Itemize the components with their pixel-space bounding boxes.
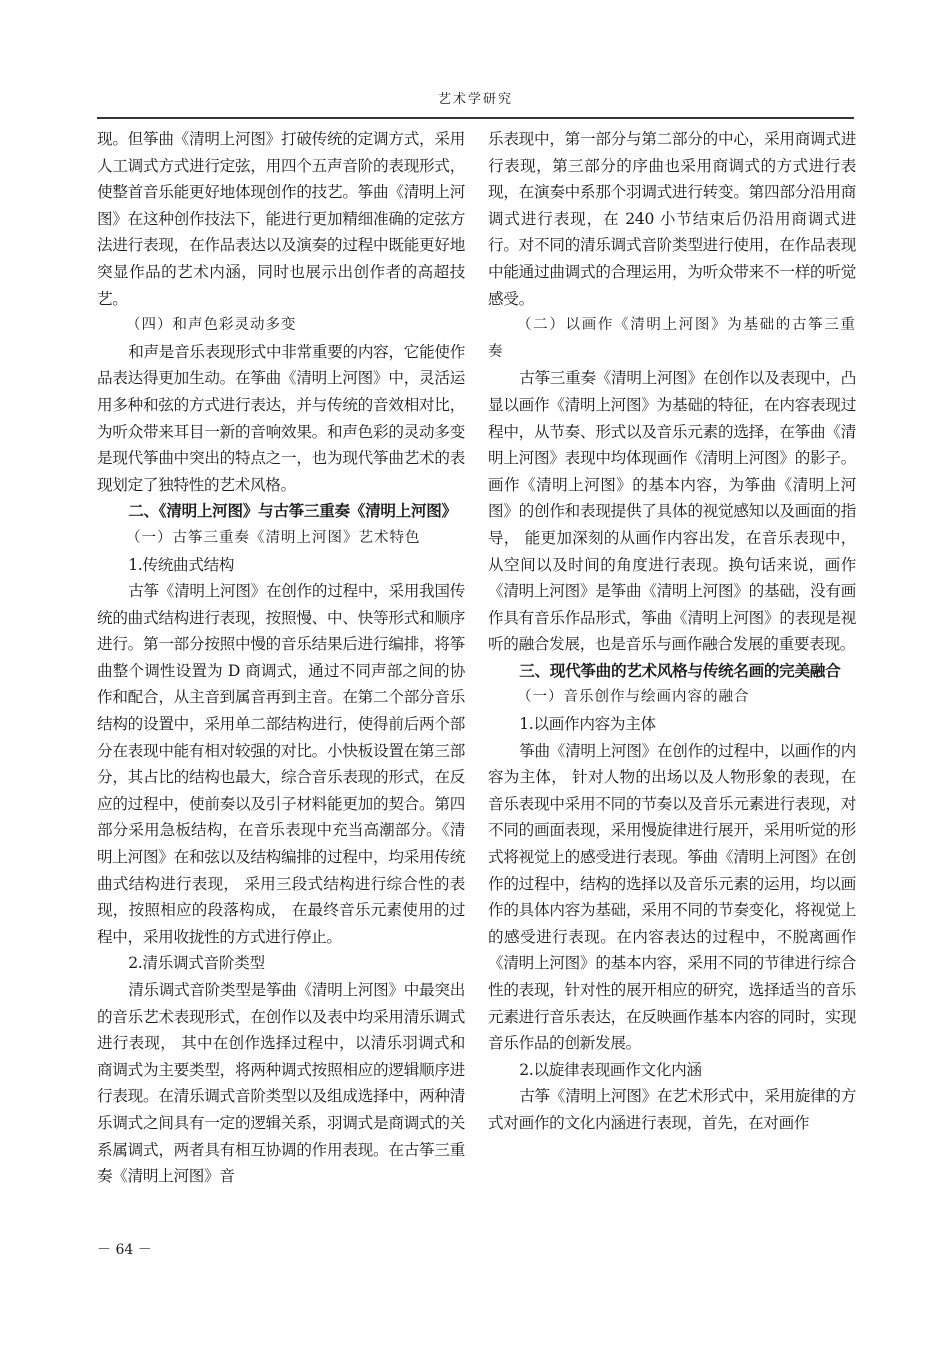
subsection-heading: （二）以画作《清明上河图》为基础的古筝三重奏 bbox=[488, 317, 856, 360]
sub-subsection-heading: 1.以画作内容为主体 bbox=[519, 715, 656, 734]
paragraph: 和声是音乐表现形式中非常重要的内容，它能使作品表达得更加生动。在筝曲《清明上河图》中，灵活运用多种和弦的方式进行表达，并与传统的音效相对比，为听众带来耳目一新的音响效果。和声色彩的灵动多变是现代筝曲中突出的特点之一，也为现代筝曲艺术的表现划定了独特性的艺术风格。 bbox=[97, 342, 465, 494]
sub-subsection-heading: 2.清乐调式音阶类型 bbox=[128, 954, 265, 973]
journal-header: 艺术学研究 bbox=[437, 92, 513, 107]
paragraph: 清乐调式音阶类型是筝曲《清明上河图》中最突出的音乐艺术表现形式，在创作以及表中均采用清乐调式进行表现， 其中在创作选择过程中，以清乐羽调式和商调式为主要类型，将两种调式按照相应的逻辑顺序进行表现。在清乐调式音阶类型以及组成选择中，两种清乐调式之间具有一定的逻辑关系，羽调式是商调式的关系属调式，两者具有相互协调的作用表现。在古筝三重奏《清明上河图》音 bbox=[97, 981, 465, 1186]
left-column bbox=[97, 126, 465, 1190]
subsection-heading: （一）音乐创作与绘画内容的融合 bbox=[517, 689, 750, 706]
header-rule bbox=[97, 117, 854, 119]
subsection-heading: （一）古筝三重奏《清明上河图》艺术特色 bbox=[126, 529, 421, 546]
subsection-heading: （四）和声色彩灵动多变 bbox=[126, 317, 297, 334]
page-number: － 64 － bbox=[97, 1242, 152, 1258]
sub-subsection-heading: 1.传统曲式结构 bbox=[128, 555, 235, 574]
paragraph: 古筝《清明上河图》在艺术形式中，采用旋律的方式对画作的文化内涵进行表现，首先，在对画作 bbox=[488, 1087, 856, 1132]
right-column bbox=[488, 126, 856, 1137]
paragraph: 筝曲《清明上河图》在创作的过程中，以画作的内容为主体， 针对人物的出场以及人物形象的表现，在音乐表现中采用不同的节奏以及音乐元素进行表现，对不同的画面表现，采用慢旋律进行展开，采用听觉的形式将视觉上的感受进行表现。筝曲《清明上河图》在创作的过程中，结构的选择以及音乐元素的运用，均以画作的具体内容为基础，采用不同的节奏变化，将视觉上的感受进行表现。在内容表达的过程中，不脱离画作《清明上河图》的基本内容，采用不同的节律进行综合性的表现，针对性的展开相应的研究，选择适当的音乐元素进行音乐表达，在反映画作基本内容的同时，实现音乐作品的创新发展。 bbox=[488, 741, 856, 1053]
paragraph: 古筝《清明上河图》在创作的过程中，采用我国传统的曲式结构进行表现，按照慢、中、快等形式和顺序进行。第一部分按照中慢的音乐结果后进行编排，将筝曲整个调性设置为 D 商调式，通过不同声部之间的协作和配合，从主音到属音再到主音。在第二个部分音乐结构的设置中，采用单二部结构进行，使得前后两个部分在表现中能有相对较强的对比。小快板设置在第三部分，其占比的结构也最大，综合音乐表现的形式，在反应的过程中，使前奏以及引子材料能更加的契合。第四部分采用急板结构，在音乐表现中充当高潮部分。《清明上河图》在和弦以及结构编排的过程中，均采用传统曲式结构进行表现， 采用三段式结构进行综合性的表现，按照相应的段落构成， 在最终音乐元素使用的过程中，采用收拢性的方式进行停止。 bbox=[97, 582, 465, 946]
section-heading: 二、《清明上河图》与古筝三重奏《清明上河图》 bbox=[128, 501, 457, 521]
paragraph: 古筝三重奏《清明上河图》在创作以及表现中，凸显以画作《清明上河图》为基础的特征，在内容表现过程中，从节奏、形式以及音乐元素的选择，在筝曲《清明上河图》表现中均体现画作《清明上河图》的影子。画作《清明上河图》的基本内容，为筝曲《清明上河图》的创作和表现提供了具体的视觉感知以及画面的指导， 能更加深刻的从画作内容出发，在音乐表现中，从空间以及时间的角度进行表现。换句话来说，画作《清明上河图》是筝曲《清明上河图》的基础，没有画作具有音乐作品形式，筝曲《清明上河图》的表现是视听的融合发展，也是音乐与画作融合发展的重要表现。 bbox=[488, 369, 856, 654]
section-heading: 三、现代筝曲的艺术风格与传统名画的完美融合 bbox=[519, 660, 841, 680]
paragraph: 现。但筝曲《清明上河图》打破传统的定调方式，采用人工调式方式进行定弦，用四个五声音阶的表现形式，使整首音乐能更好地体现创作的技艺。筝曲《清明上河图》在这种创作技法下，能进行更加精细准确的定弦方法进行表现，在作品表达以及演奏的过程中既能更好地突显作品的艺术内涵，同时也展示出创作者的高超技艺。 bbox=[97, 130, 465, 308]
sub-subsection-heading: 2.以旋律表现画作文化内涵 bbox=[519, 1060, 702, 1079]
paragraph: 乐表现中，第一部分与第二部分的中心，采用商调式进行表现，第三部分的序曲也采用商调式的方式进行表现，在演奏中系那个羽调式进行转变。第四部分沿用商调式进行表现，在 240 小节结束后仍沿用商调式进行。对不同的清乐调式音阶类型进行使用，在作品表现中能通过曲调式的合理运用，为听众带来不一样的听觉感受。 bbox=[488, 130, 856, 308]
